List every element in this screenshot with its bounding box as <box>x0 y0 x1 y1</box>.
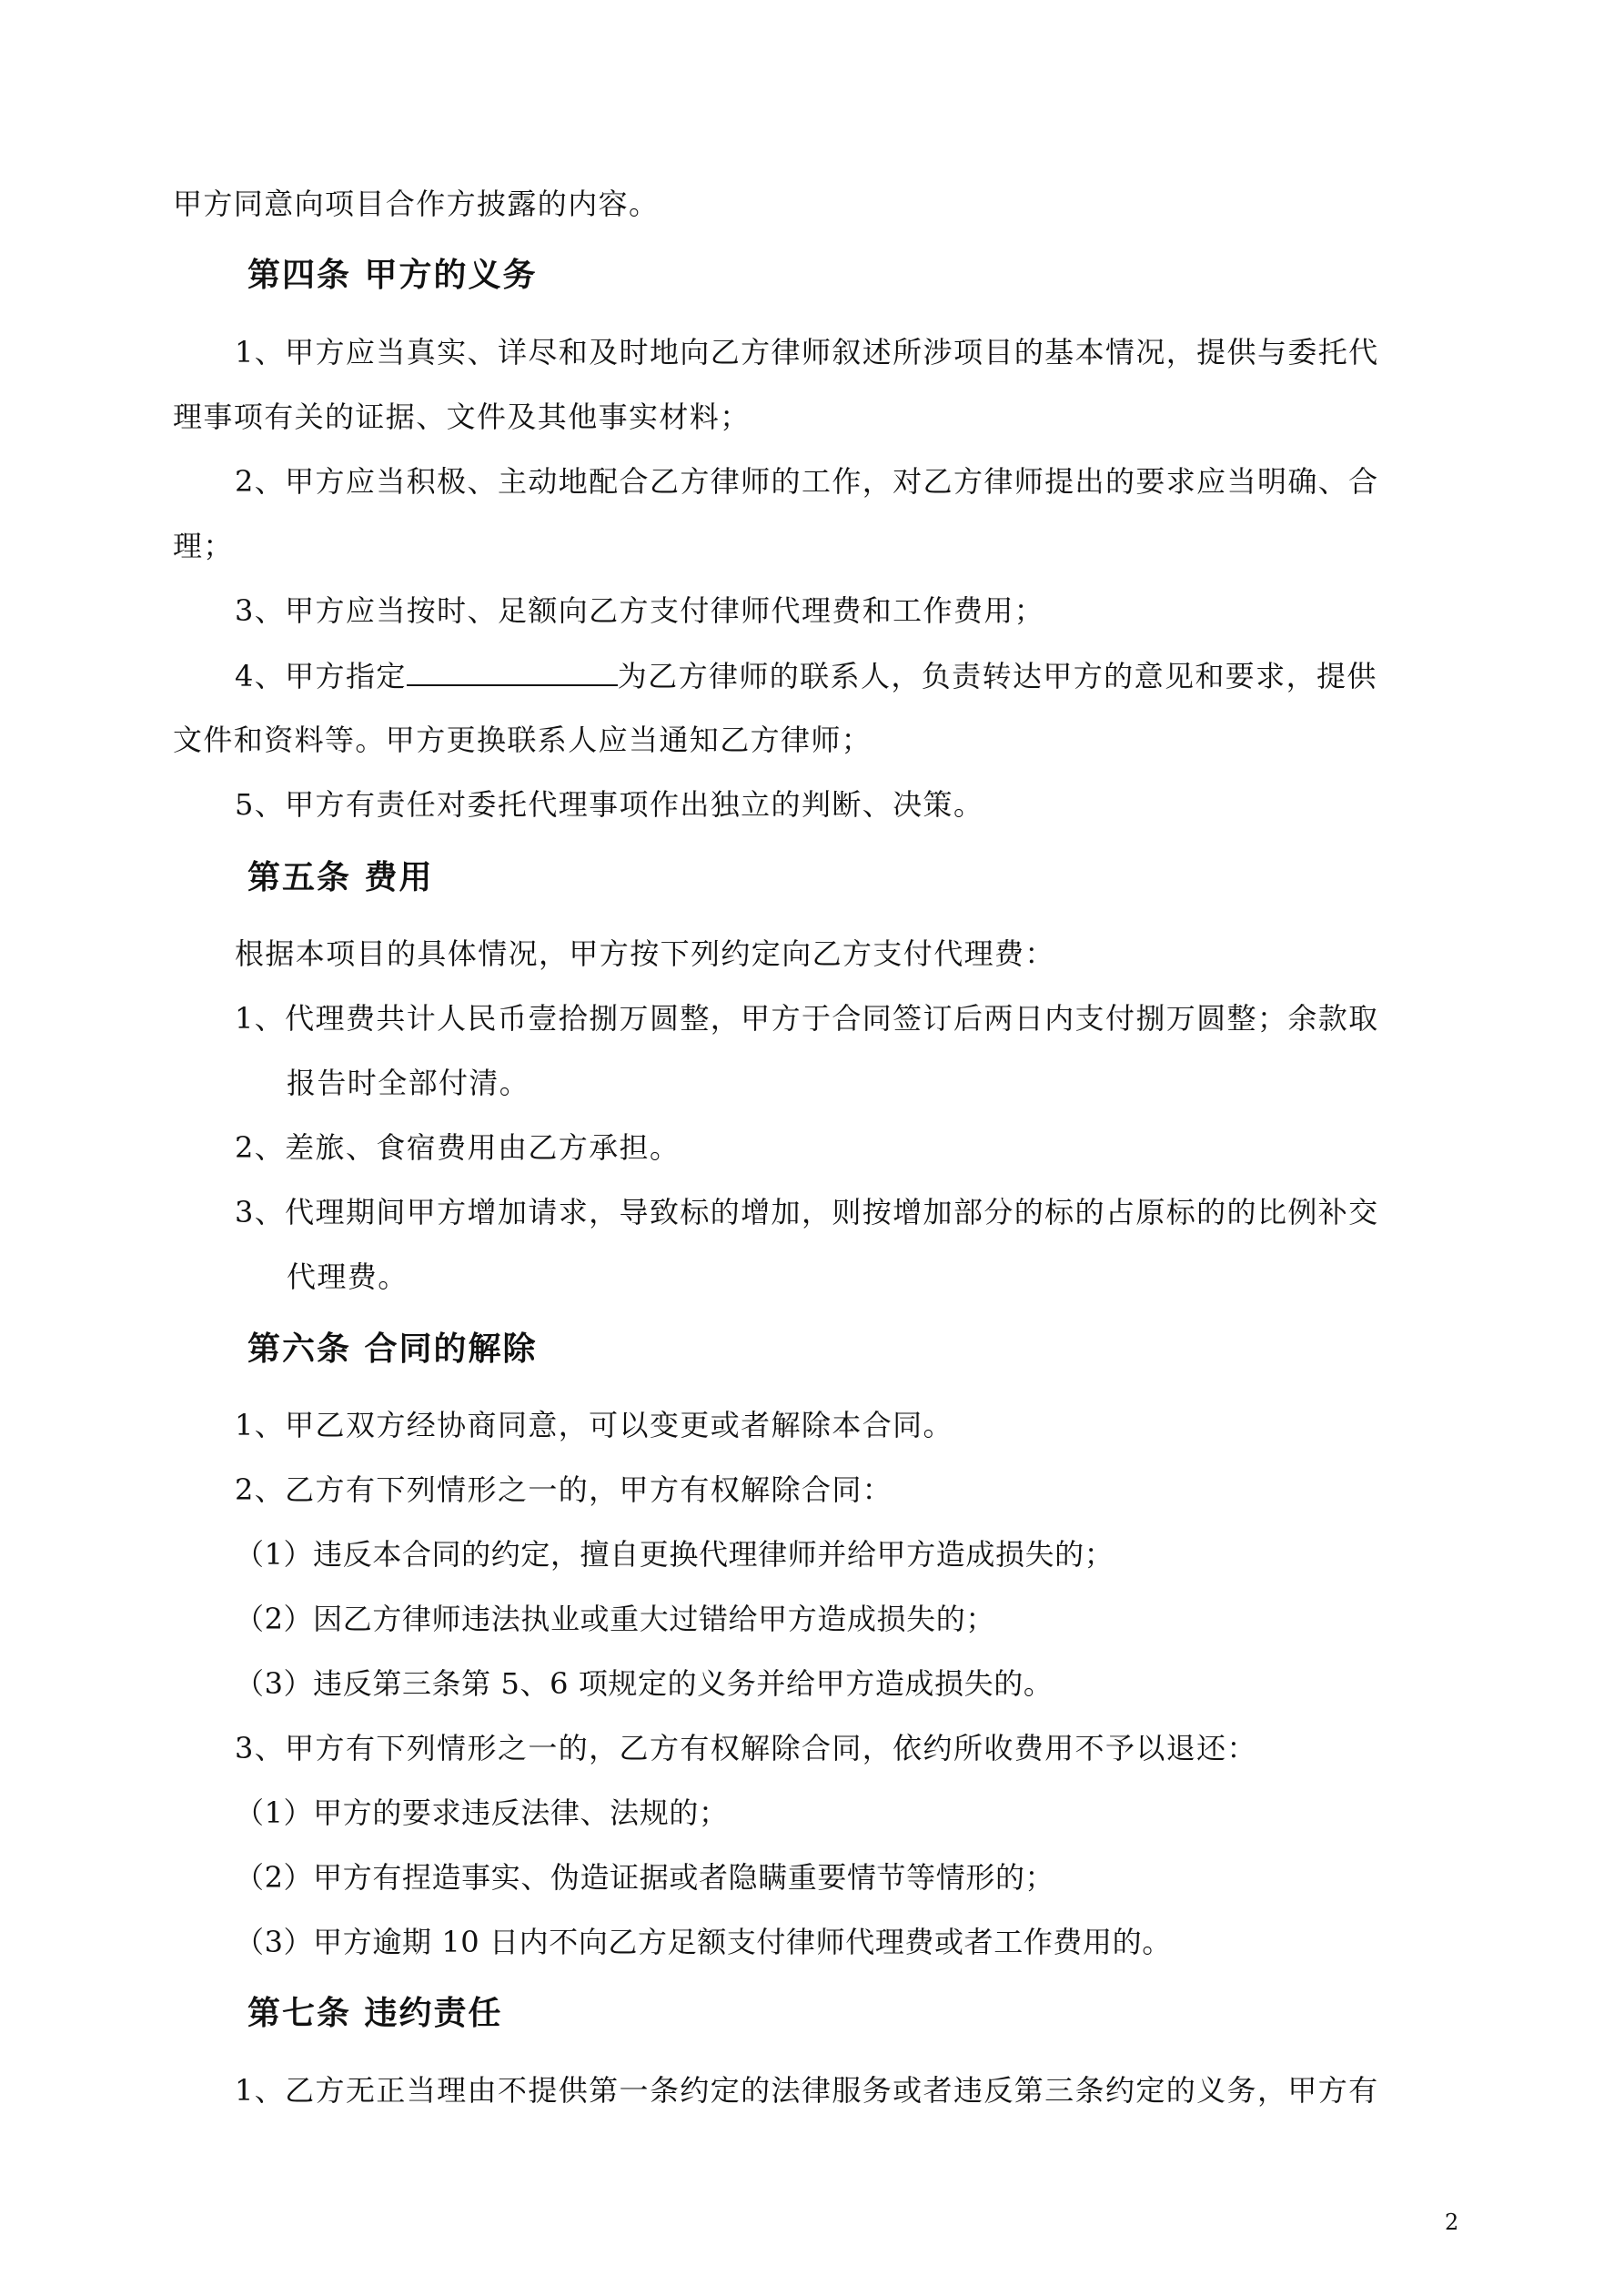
paragraph-line-with-blank <box>235 657 1377 694</box>
section-heading-5: 第五条 费用 <box>247 859 434 896</box>
paragraph-line: 根据本项目的具体情况，甲方按下列约定向乙方支付代理费： <box>235 936 1055 971</box>
paragraph-line: （2）甲方有捏造事实、伪造证据或者隐瞒重要情节等情形的； <box>235 1860 1055 1895</box>
paragraph-line: （1）甲方的要求违反法律、法规的； <box>235 1795 729 1830</box>
paragraph-line: 5、甲方有责任对委托代理事项作出独立的判断、决策。 <box>235 787 984 822</box>
paragraph-line: （2）因乙方律师违法执业或重大过错给甲方造成损失的； <box>235 1602 995 1636</box>
line-text-before-blank: 4、甲方指定 <box>235 659 407 693</box>
paragraph-line: 2、乙方有下列情形之一的，甲方有权解除合同： <box>235 1472 893 1507</box>
paragraph-line: 理； <box>173 529 234 563</box>
paragraph-line: 理事项有关的证据、文件及其他事实材料； <box>173 400 751 434</box>
paragraph-line: 3、甲方应当按时、足额向乙方支付律师代理费和工作费用； <box>235 593 1045 628</box>
section-heading-7: 第七条 违约责任 <box>247 1995 503 2032</box>
section-heading-4: 第四条 甲方的义务 <box>247 257 538 294</box>
paragraph-line: 3、代理期间甲方增加请求，导致标的增加，则按增加部分的标的占原标的的比例补交 <box>235 1195 1379 1229</box>
paragraph-line: 2、甲方应当积极、主动地配合乙方律师的工作，对乙方律师提出的要求应当明确、合 <box>235 464 1379 499</box>
section-heading-6: 第六条 合同的解除 <box>247 1330 538 1368</box>
paragraph-line: 2、差旅、食宿费用由乙方承担。 <box>235 1130 681 1165</box>
page-number: 2 <box>1445 2210 1459 2235</box>
paragraph-line: 1、甲乙双方经协商同意，可以变更或者解除本合同。 <box>235 1408 953 1442</box>
paragraph-line: 报告时全部付清。 <box>287 1066 530 1100</box>
paragraph-line: 3、甲方有下列情形之一的，乙方有权解除合同，依约所收费用不予以退还： <box>235 1731 1257 1765</box>
paragraph-line: （3）违反第三条第 5、6 项规定的义务并给甲方造成损失的。 <box>235 1666 1054 1701</box>
line-text-after-blank: 为乙方律师的联系人，负责转达甲方的意见和要求，提供 <box>617 659 1377 693</box>
paragraph-line: 1、乙方无正当理由不提供第一条约定的法律服务或者违反第三条约定的义务，甲方有 <box>235 2073 1379 2108</box>
paragraph-line: （1）违反本合同的约定，擅自更换代理律师并给甲方造成损失的； <box>235 1537 1115 1572</box>
paragraph-line: 代理费。 <box>287 1259 409 1294</box>
paragraph-line: 1、代理费共计人民币壹拾捌万圆整，甲方于合同签订后两日内支付捌万圆整；余款取 <box>235 1001 1379 1036</box>
paragraph-line: 1、甲方应当真实、详尽和及时地向乙方律师叙述所涉项目的基本情况，提供与委托代 <box>235 335 1379 369</box>
paragraph-line: 文件和资料等。甲方更换联系人应当通知乙方律师； <box>173 723 873 757</box>
fill-in-blank <box>407 657 618 686</box>
paragraph-line: （3）甲方逾期 10 日内不向乙方足额支付律师代理费或者工作费用的。 <box>235 1925 1172 1959</box>
paragraph-line: 甲方同意向项目合作方披露的内容。 <box>173 187 660 221</box>
